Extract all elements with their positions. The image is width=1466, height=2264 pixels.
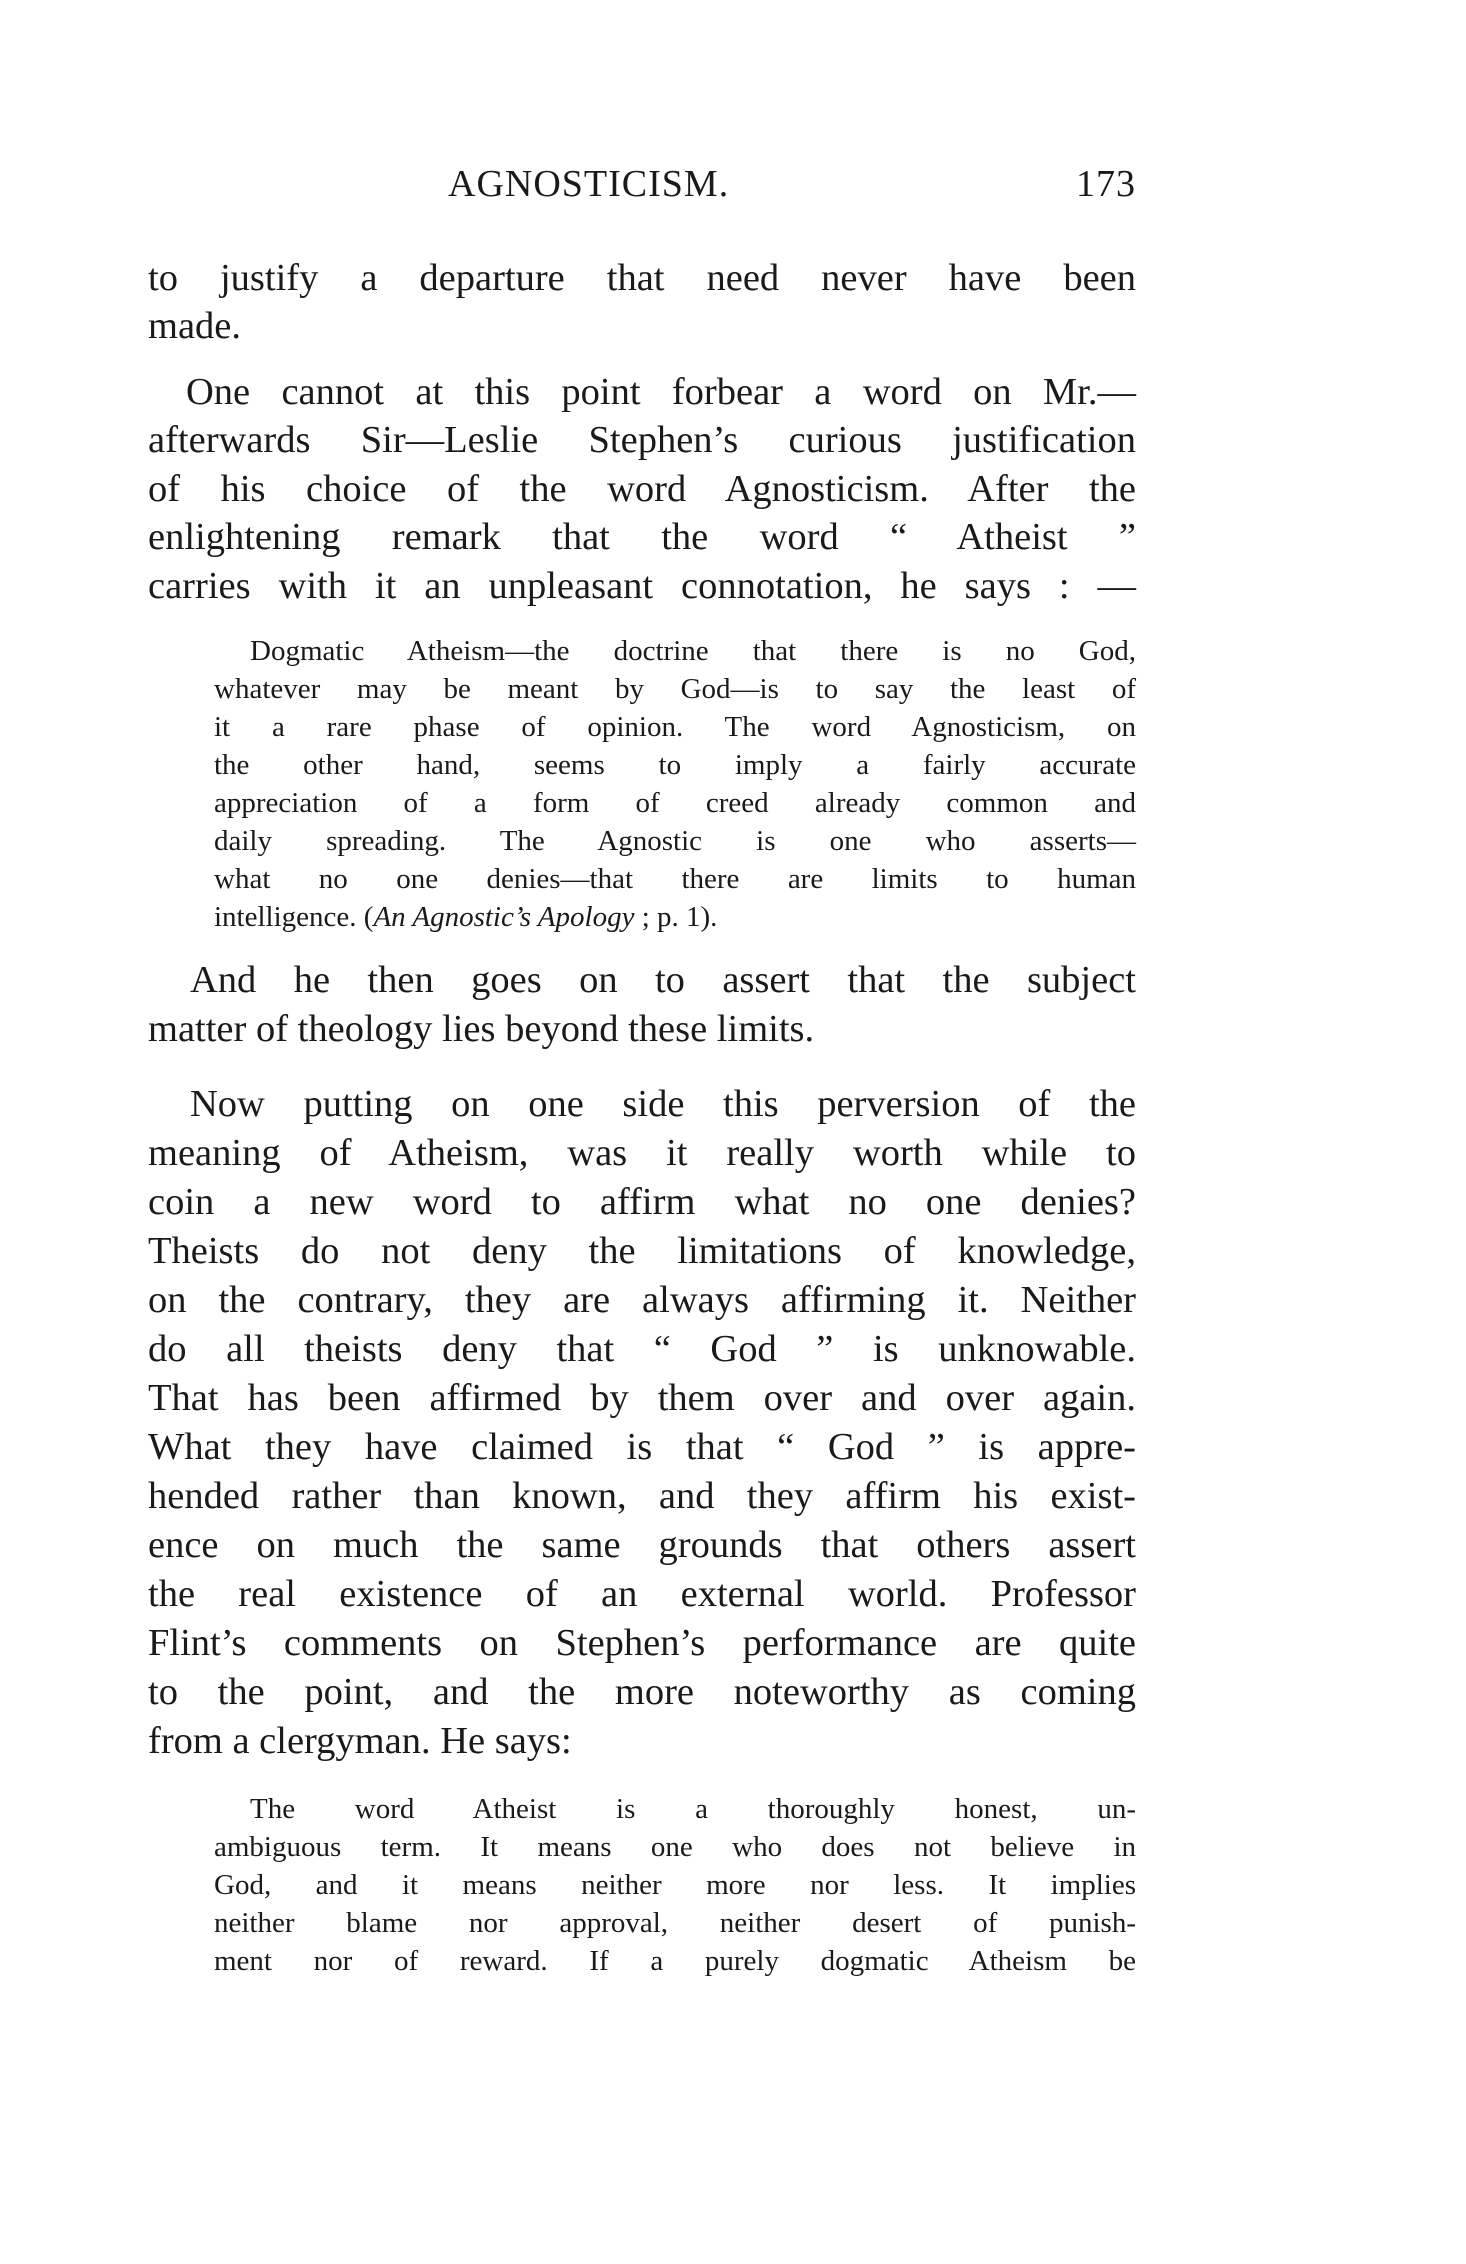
quote-line: appreciation of a form of creed already common and bbox=[214, 787, 1136, 819]
text-line: do all theists deny that “ God ” is unknowable. bbox=[148, 1328, 1136, 1370]
quote-line: ment nor of reward. If a purely dogmatic Atheism be bbox=[214, 1945, 1136, 1977]
text-line: ence on much the same grounds that others assert bbox=[148, 1524, 1136, 1566]
running-head bbox=[148, 162, 1136, 212]
citation-title: An Agnostic’s Apology bbox=[373, 901, 635, 933]
quote-line: whatever may be meant by God—is to say the least of bbox=[214, 673, 1136, 705]
text-line: on the contrary, they are always affirming it. Neither bbox=[148, 1279, 1136, 1321]
text-line: One cannot at this point forbear a word on Mr.— bbox=[186, 371, 1136, 413]
text-line: to the point, and the more noteworthy as coming bbox=[148, 1671, 1136, 1713]
page-number: 173 bbox=[1076, 163, 1136, 205]
text-line: matter of theology lies beyond these limits. bbox=[148, 1008, 815, 1050]
text-line: Theists do not deny the limitations of knowledge, bbox=[148, 1230, 1136, 1272]
text-line: of his choice of the word Agnosticism. After the bbox=[148, 468, 1136, 510]
quote-line: the other hand, seems to imply a fairly accurate bbox=[214, 749, 1136, 781]
quote-line: what no one denies—that there are limits to human bbox=[214, 863, 1136, 895]
text-line: And he then goes on to assert that the subject bbox=[190, 959, 1136, 1001]
quote-line: The word Atheist is a thoroughly honest, un- bbox=[250, 1793, 1136, 1825]
text-line: meaning of Atheism, was it really worth while to bbox=[148, 1132, 1136, 1174]
text-line: enlightening remark that the word “ Atheist ” bbox=[148, 516, 1136, 558]
text-line: hended rather than known, and they affirm his exist- bbox=[148, 1475, 1136, 1517]
quote-line: God, and it means neither more nor less. It implies bbox=[214, 1869, 1136, 1901]
text-line: the real existence of an external world. Professor bbox=[148, 1573, 1136, 1615]
text-line: coin a new word to affirm what no one denies? bbox=[148, 1181, 1136, 1223]
text-line: to justify a departure that need never have been bbox=[148, 257, 1136, 299]
quote-line: it a rare phase of opinion. The word Agnosticism, on bbox=[214, 711, 1136, 743]
quote-line: daily spreading. The Agnostic is one who asserts— bbox=[214, 825, 1136, 857]
text-line: afterwards Sir—Leslie Stephen’s curious justification bbox=[148, 419, 1136, 461]
text-line: from a clergyman. He says: bbox=[148, 1720, 572, 1762]
text-line: What they have claimed is that “ God ” is appre- bbox=[148, 1426, 1136, 1468]
quote-citation-text: intelligence. ( bbox=[214, 901, 374, 933]
quote-line: ambiguous term. It means one who does not believe in bbox=[214, 1831, 1136, 1863]
quote-line: neither blame nor approval, neither desert of punish- bbox=[214, 1907, 1136, 1939]
running-head-title: AGNOSTICISM. bbox=[448, 163, 730, 205]
text-line: Flint’s comments on Stephen’s performance are quite bbox=[148, 1622, 1136, 1664]
quote-citation-line bbox=[214, 898, 1136, 936]
text-line: That has been affirmed by them over and over again. bbox=[148, 1377, 1136, 1419]
text-line: made. bbox=[148, 305, 241, 347]
quote-citation-text: ; p. 1). bbox=[634, 901, 718, 933]
text-line: Now putting on one side this perversion of the bbox=[190, 1083, 1136, 1125]
text-line: carries with it an unpleasant connotation, he says : — bbox=[148, 565, 1136, 607]
quote-line: Dogmatic Atheism—the doctrine that there is no God, bbox=[250, 635, 1136, 667]
